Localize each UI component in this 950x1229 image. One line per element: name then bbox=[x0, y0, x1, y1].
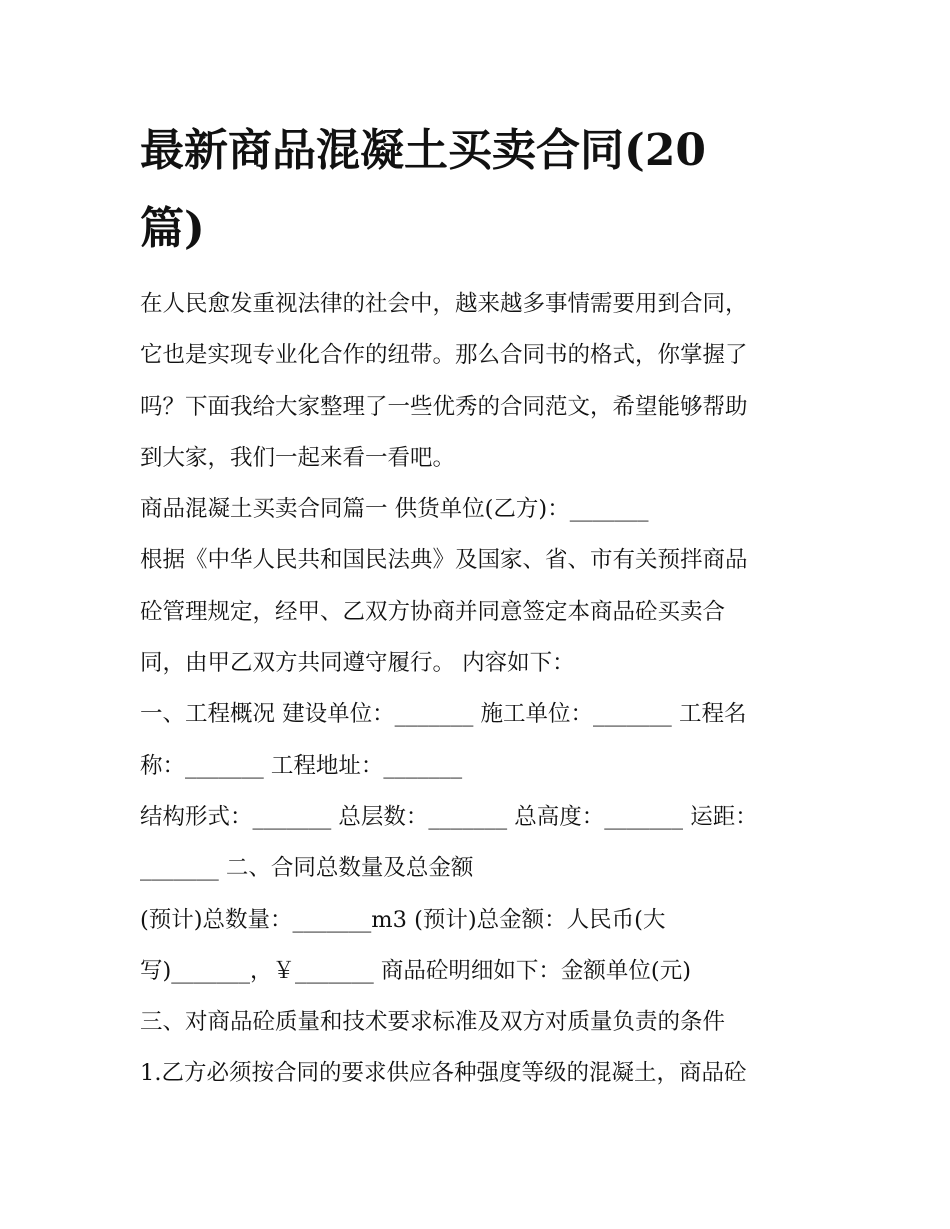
section-two-line: _______ 二、合同总数量及总金额 bbox=[140, 855, 474, 882]
section-one-line: 称：_______ 工程地址：_______ bbox=[140, 752, 463, 779]
amount-line: 写)_______，￥_______ 商品砼明细如下：金额单位(元) bbox=[140, 957, 691, 984]
structure-line: 结构形式：_______ 总层数：_______ 总高度：_______ 运距： bbox=[140, 803, 758, 830]
body-line: 砼管理规定，经甲、乙双方协商并同意签定本商品砼买卖合 bbox=[140, 598, 726, 625]
intro-line: 在人民愈发重视法律的社会中，越来越多事情需要用到合同， bbox=[140, 291, 748, 317]
document-body bbox=[140, 279, 830, 1100]
quantity-line: (预计)总数量：_______m3 (预计)总金额：人民币(大 bbox=[140, 906, 666, 933]
clause-line: 1.乙方必须按合同的要求供应各种强度等级的混凝土，商品砼 bbox=[140, 1060, 747, 1087]
body-line: 同，由甲乙双方共同遵守履行。 内容如下： bbox=[140, 650, 575, 677]
intro-line: 到大家，我们一起来看一看吧。 bbox=[140, 444, 456, 471]
document-title bbox=[140, 112, 820, 268]
section-three-line: 三、对商品砼质量和技术要求标准及双方对质量负责的条件 bbox=[140, 1009, 726, 1036]
intro-line: 它也是实现专业化合作的纽带。那么合同书的格式，你掌握了 bbox=[140, 342, 748, 369]
intro-line: 吗？下面我给大家整理了一些优秀的合同范文，希望能够帮助 bbox=[140, 393, 748, 420]
title-line: 篇) bbox=[140, 203, 205, 254]
section-one-line: 一、工程概况 建设单位：_______ 施工单位：_______ 工程名 bbox=[140, 701, 747, 728]
body-line: 根据《中华人民共和国民法典》及国家、省、市有关预拌商品 bbox=[140, 547, 748, 574]
contract-heading-line: 商品混凝土买卖合同篇一 供货单位(乙方)：_______ bbox=[140, 496, 649, 523]
title-line: 最新商品混凝土买卖合同(20 bbox=[140, 125, 707, 176]
